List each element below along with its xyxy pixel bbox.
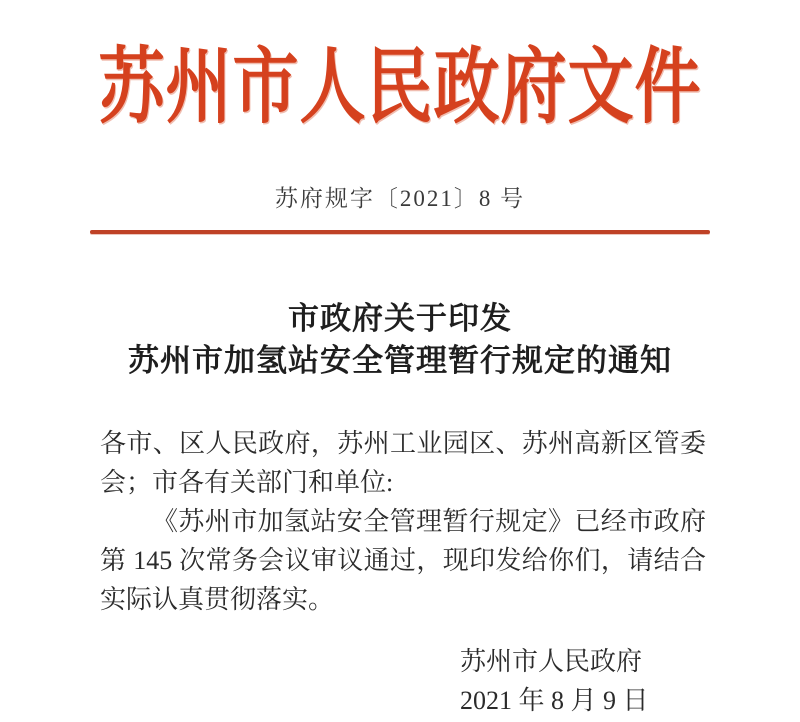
issue-date: 2021 年 8 月 9 日: [460, 686, 649, 715]
red-divider-line: [90, 230, 710, 234]
document-title-line2: 苏州市加氢站安全管理暂行规定的通知: [128, 343, 672, 378]
main-paragraph: 《苏州市加氢站安全管理暂行规定》已经市政府第 145 次常务会议审议通过，现印发给你们，请结合实际认真贯彻落实。: [100, 507, 706, 614]
masthead-title: 苏州市人民政府文件: [98, 42, 702, 134]
salutation-paragraph: 各市、区人民政府，苏州工业园区、苏州高新区管委会；市各有关部门和单位:: [100, 429, 706, 497]
document-reference-number: 苏府规字〔2021〕8 号: [274, 186, 526, 211]
document-title-line1: 市政府关于印发: [288, 301, 512, 336]
issuer-name: 苏州市人民政府: [460, 647, 643, 676]
document-body: [100, 424, 706, 619]
signature-block: [460, 642, 649, 720]
document-title: [0, 298, 800, 382]
